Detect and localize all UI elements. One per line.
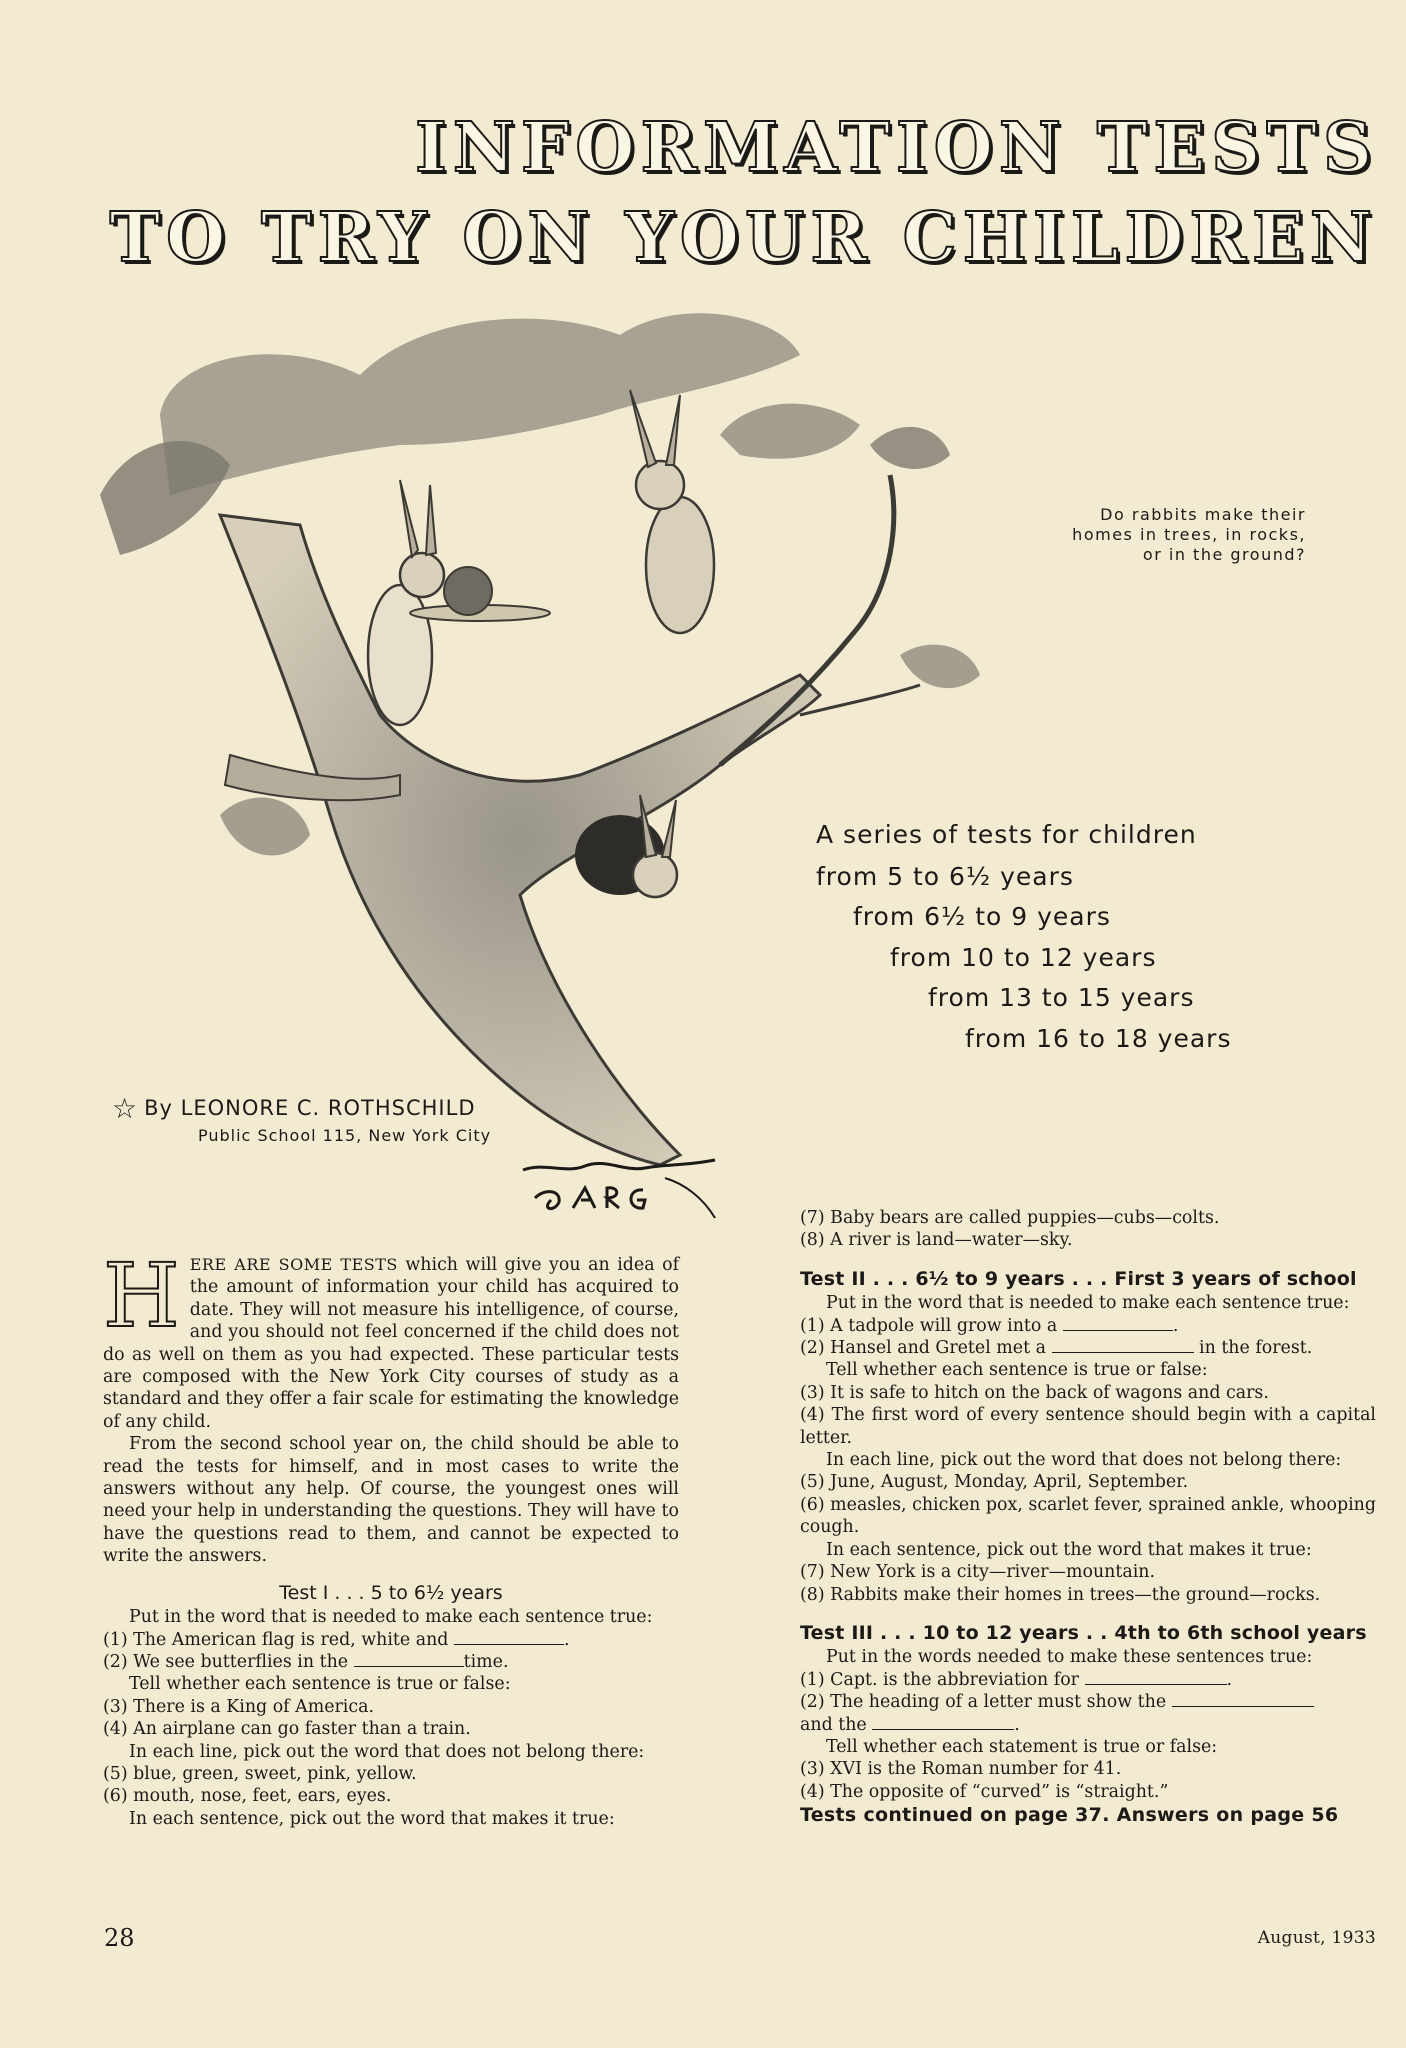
page-number: 28 (104, 1924, 135, 1952)
artist-signature (515, 1148, 725, 1230)
question-text-end: and the (800, 1714, 867, 1735)
test-1-instruction-3: In each line, pick out the word that does not belong there: (129, 1741, 645, 1762)
answer-blank (1063, 1317, 1173, 1331)
series-range-3: from 10 to 12 years (890, 943, 1157, 972)
question-text: (1) Capt. is the abbreviation for (800, 1669, 1079, 1690)
title-line-2: TO TRY ON YOUR CHILDREN (109, 198, 1378, 278)
intro-text-1: which will give you an idea of the amount of information your child has acquired to date. They will not measure his intelligence, of course, and you should not feel concerned if the child does not do as well on them as you had expected. These particular tests are composed with the New York City courses of study as a standard and they offer a fair scale for estimating the knowledge of any child. (103, 1255, 680, 1432)
star-icon: ☆ (112, 1092, 139, 1125)
test-1-instruction-1: Put in the word that is needed to make each sentence true: (129, 1607, 653, 1628)
test-2-question-4: (4) The first word of every sentence should begin with a capital letter. (800, 1405, 1376, 1448)
test-1-heading: Test I . . . 5 to 6½ years (279, 1581, 503, 1604)
question-text-end: time. (463, 1651, 509, 1672)
right-column (800, 1207, 1376, 1827)
test-3-heading: Test III . . . 10 to 12 years . . 4th to 6th school years (800, 1621, 1367, 1644)
test-2-heading: Test II . . . 6½ to 9 years . . . First 3 years of school (800, 1267, 1357, 1290)
answer-blank (454, 1631, 564, 1645)
issue-date: August, 1933 (1257, 1928, 1376, 1948)
test-2-question-1: (1) A tadpole will grow into a . (800, 1315, 1179, 1336)
left-column (103, 1244, 680, 1830)
test-1-question-2 (103, 1651, 679, 1673)
title-line-1: INFORMATION TESTS (414, 108, 1378, 188)
test-3-question-3: (3) XVI is the Roman number for 41. (800, 1759, 1122, 1780)
test-2-question-5: (5) June, August, Monday, April, September. (800, 1472, 1189, 1493)
series-intro: A series of tests for children (816, 820, 1197, 849)
test-2-question-3: (3) It is safe to hitch on the back of wagons and cars. (800, 1382, 1269, 1403)
drop-cap: H (103, 1244, 180, 1347)
byline (112, 1092, 476, 1125)
test-2-question-2 (800, 1337, 1376, 1359)
test-2-question-6: (6) measles, chicken pox, scarlet fever, sprained ankle, whooping cough. (800, 1494, 1376, 1538)
answer-blank (1172, 1693, 1314, 1707)
test-3-question-2 (800, 1691, 1376, 1713)
test-1-instruction-4: In each sentence, pick out the word that makes it true: (129, 1808, 615, 1829)
test-3-question-2-cont: and the . (800, 1714, 1020, 1735)
test-2-instruction-1: Put in the word that is needed to make each sentence true: (826, 1293, 1350, 1314)
continued-notice: Tests continued on page 37. Answers on page 56 (800, 1804, 1339, 1827)
test-2-instruction-2: Tell whether each sentence is true or false: (826, 1360, 1208, 1381)
test-1-instruction-2: Tell whether each sentence is true or false: (129, 1674, 511, 1695)
test-1-question-5: (5) blue, green, sweet, pink, yellow. (103, 1763, 417, 1784)
answer-blank (1085, 1671, 1227, 1685)
test-3-instruction-2: Tell whether each statement is true or false: (826, 1736, 1218, 1757)
test-3-question-1: (1) Capt. is the abbreviation for . (800, 1669, 1233, 1690)
intro-paragraph-2: From the second school year on, the child should be able to read the tests for himself, and in most cases to write the answers without any help. Of course, the youngest ones will need your help in understanding the questions. They will have to have the questions read to them, and cannot be expected to write the answers. (103, 1434, 679, 1567)
series-range-1: from 5 to 6½ years (816, 862, 1074, 891)
question-text: (2) Hansel and Gretel met a (800, 1338, 1046, 1359)
test-2-question-8: (8) Rabbits make their homes in trees—the ground—rocks. (800, 1584, 1321, 1605)
intro-lead: ERE ARE SOME TESTS (189, 1255, 398, 1274)
illustration-caption: Do rabbits make their homes in trees, in rocks, or in the ground? (1072, 505, 1306, 564)
series-range-5: from 16 to 18 years (965, 1024, 1232, 1053)
answer-blank (872, 1716, 1014, 1730)
test-1-question-1: (1) The American flag is red, white and . (103, 1629, 570, 1650)
question-text-end: in the forest. (1199, 1338, 1313, 1359)
test-1-question-6: (6) mouth, nose, feet, ears, eyes. (103, 1786, 392, 1807)
question-text: (1) A tadpole will grow into a (800, 1315, 1058, 1336)
author-name: By LEONORE C. ROTHSCHILD (144, 1096, 476, 1120)
question-text: (1) The American flag is red, white and (103, 1629, 449, 1650)
intro-paragraph-1 (103, 1244, 680, 1433)
test-2-question-7: (7) New York is a city—river—mountain. (800, 1562, 1156, 1583)
question-text: (2) The heading of a letter must show the (800, 1692, 1167, 1713)
test-3-instruction-1: Put in the words needed to make these sentences true: (826, 1647, 1313, 1668)
test-3-question-4: (4) The opposite of “curved” is “straight.” (800, 1781, 1169, 1802)
series-range-4: from 13 to 15 years (928, 983, 1195, 1012)
test-1-question-7: (7) Baby bears are called puppies—cubs—colts. (800, 1208, 1220, 1228)
answer-blank (1052, 1339, 1194, 1353)
series-range-2: from 6½ to 9 years (853, 902, 1111, 931)
answer-blank (354, 1653, 464, 1667)
author-affiliation: Public School 115, New York City (198, 1126, 492, 1145)
test-2-instruction-3: In each line, pick out the word that does not belong there: (826, 1450, 1342, 1471)
test-2-instruction-4: In each sentence, pick out the word that makes it true: (826, 1539, 1312, 1560)
rabbits-in-tree-illustration (100, 295, 1100, 1175)
test-1-question-3: (3) There is a King of America. (103, 1696, 374, 1717)
test-1-question-4: (4) An airplane can go faster than a train. (103, 1719, 471, 1740)
question-text: (2) We see butterflies in the (103, 1651, 349, 1672)
test-1-question-8: (8) A river is land—water—sky. (800, 1230, 1073, 1251)
